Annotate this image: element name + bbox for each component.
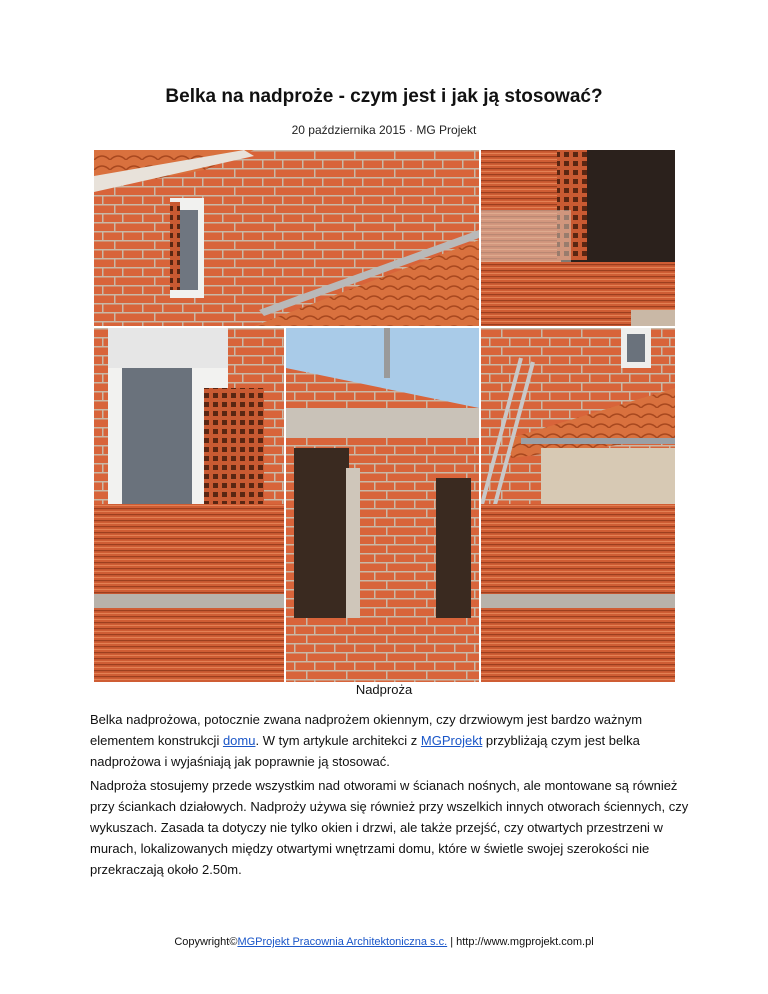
footer-url: | http://www.mgprojekt.com.pl — [447, 936, 594, 948]
photo-window-lintel — [94, 328, 284, 682]
intro-text-c: przybliżają czym jest belka nadprożowa i wyjaśniają jak poprawnie ją stosować. — [90, 733, 640, 769]
photo-brick-corner — [481, 150, 675, 326]
intro-text-b: . W tym artykule architekci z — [255, 733, 421, 748]
photo-house-wall-roof — [94, 150, 479, 326]
intro-paragraph — [90, 709, 690, 772]
link-mgprojekt[interactable]: MGProjekt — [420, 733, 483, 748]
body-paragraph: Nadproża stosujemy przede wszystkim nad otworami w ścianach nośnych, ale montowane są również przy ściankach działowych. Nadproży używa się również przy wszelkich innych otworach ściennych, czy wykuszach. Zasada ta dotyczy nie tylko okien i drzwi, ale także przejść, czy otwartych przestrzeni w murach, lokalizowanych między otwartymi wnętrzami domu, które w świetle swojej szerokości nie przekraczają około 2.50m. — [90, 778, 689, 877]
photo-caption: Nadproża — [355, 682, 413, 697]
photo-ladder-house — [481, 328, 675, 682]
intro-text-a: Belka nadprożowa, potocznie zwana nadprożem okiennym, czy drzwiowym jest bardzo ważnym elementem konstrukcji — [90, 712, 643, 748]
photo-collage — [94, 150, 675, 682]
link-domu[interactable]: domu — [222, 733, 256, 748]
footer-copyright: Copywright© — [174, 936, 238, 948]
photo-wall-openings — [286, 328, 479, 682]
article-meta: 20 października 2015 · MG Projekt — [291, 123, 477, 137]
page-footer — [0, 936, 768, 948]
footer-link-company[interactable]: MGProjekt Pracownia Architektoniczna s.c. — [237, 936, 448, 948]
article-title: Belka na nadproże - czym jest i jak ją stosować? — [165, 86, 603, 107]
